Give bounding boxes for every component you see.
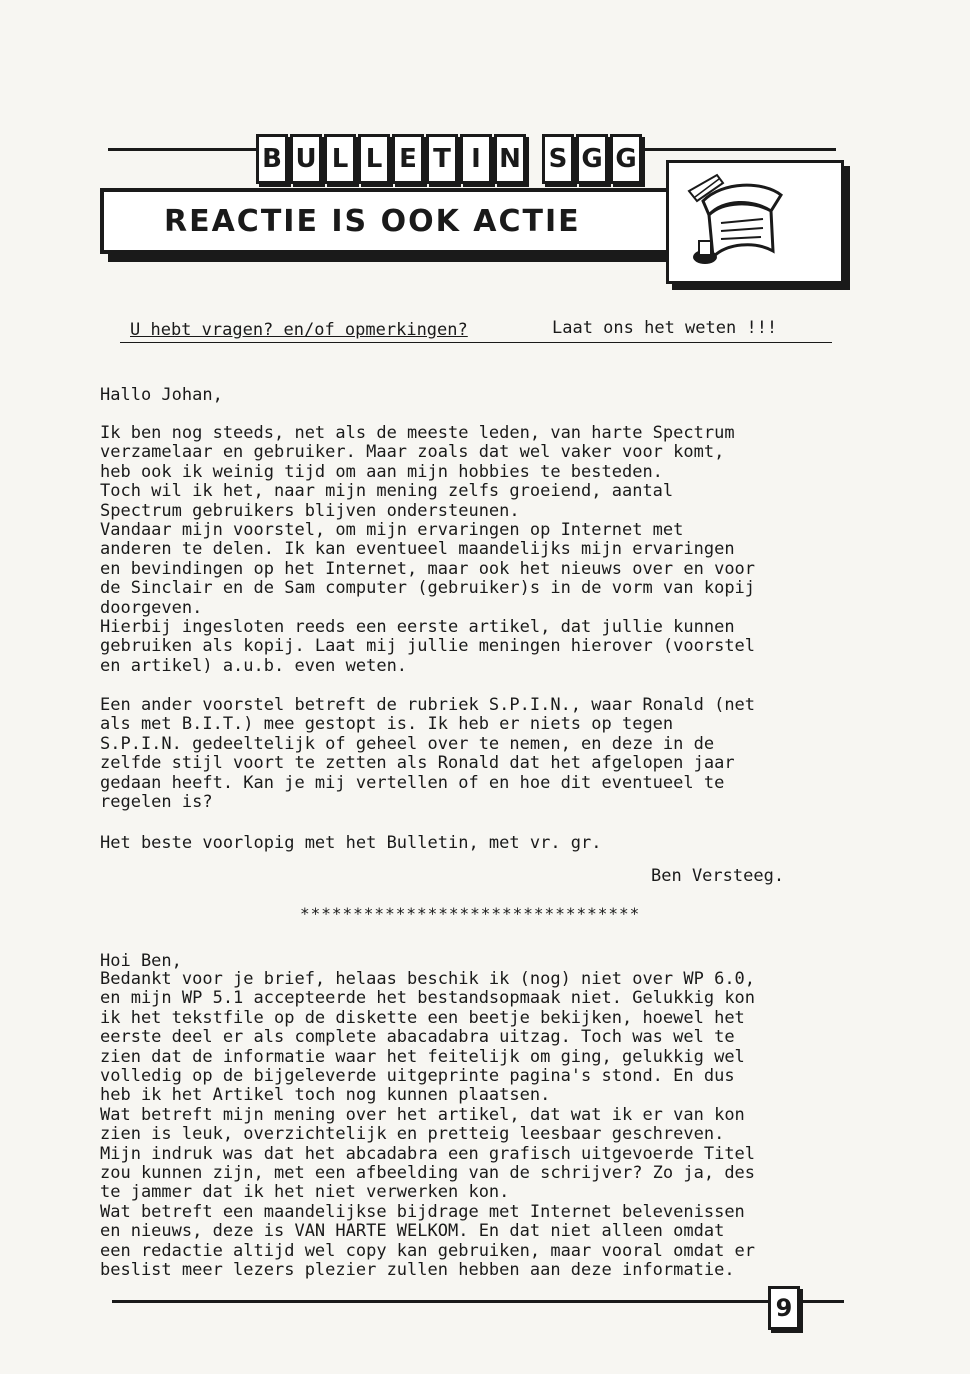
tagline-call: Laat ons het weten !!! bbox=[552, 318, 778, 338]
footer-rule bbox=[112, 1300, 768, 1303]
section-title: REACTIE IS OOK ACTIE bbox=[164, 203, 581, 239]
banner-letter: L bbox=[358, 134, 390, 184]
letter-paragraph: Ik ben nog steeds, net als de meeste leden, van harte Spectrum verzamelaar en gebruiker. Maar zoals dat wel vaker voor komt, heb ook ik weinig tijd om aan mijn hobbies te besteden. Toch wil ik het, naar mijn mening zelfs groeiend, aantal Spectrum gebruikers blijven ondersteunen. Vandaar mijn voorstel, om mijn ervaringen op Internet met anderen te delen. Ik kan eventueel maandelijks mijn ervaringen en bevindingen op het Internet, maar ook het nieuws over en voor de Sinclair en de Sam computer (gebruiker)s in de vorm van kopij doorgeven. Hierbij ingesloten reeds een eerste artikel, dat jullie kunnen gebruiken als kopij. Laat mij jullie meningen hierover (voorstel en artikel) a.u.b. even weten. bbox=[100, 423, 756, 676]
tagline-question: U hebt vragen? en/of opmerkingen? bbox=[130, 320, 468, 340]
section-title-box bbox=[100, 188, 698, 254]
header-rule-left bbox=[108, 148, 256, 151]
banner-letter: G bbox=[576, 134, 608, 184]
banner-letter: U bbox=[290, 134, 322, 184]
banner-letter: N bbox=[494, 134, 526, 184]
letter-paragraph: Een ander voorstel betreft de rubriek S.P.I.N., waar Ronald (net als met B.I.T.) mee gestopt is. Ik heb er niets op tegen S.P.I.N. gedeeltelijk of geheel over te nemen, en deze in de zelfde stijl voort te zetten als Ronald dat het afgelopen jaar gedaan heeft. Kan je mij vertellen of en hoe dit eventueel te regelen is? bbox=[100, 695, 756, 813]
banner-letter: T bbox=[426, 134, 458, 184]
scroll-and-quill-icon bbox=[683, 171, 793, 273]
tagline-rule bbox=[120, 342, 832, 343]
banner-letter: L bbox=[324, 134, 356, 184]
separator: ******************************** bbox=[300, 904, 641, 923]
banner-letter: G bbox=[610, 134, 642, 184]
letter-closing: Het beste voorlopig met het Bulletin, met vr. gr. bbox=[100, 833, 602, 853]
bulletin-sgg-banner bbox=[256, 134, 642, 184]
banner-letter: B bbox=[256, 134, 288, 184]
reply-greeting: Hoi Ben, bbox=[100, 951, 182, 971]
reply-body: Bedankt voor je brief, helaas beschik ik (nog) niet over WP 6.0, en mijn WP 5.1 accepteerde het bestandsopmaak niet. Gelukkig kon ik het tekstfile op de diskette een beetje bekijken, hoewel het eerste deel er als complete abacadabra uitzag. Toch was wel te zien dat de informatie waar het feitelijk om ging, gelukkig wel volledig op de bijgeleverde uitgeprinte pagina's stond. En dus heb ik het Artikel toch nog kunnen plaatsen. Wat betreft mijn mening over het artikel, dat wat ik er van kon zien is leuk, overzichtelijk en pretteig leesbaar geschreven. Mijn indruk was dat het abcadabra een grafisch uitgevoerde Titel zou kunnen zijn, met een afbeelding van de schrijver? Zo ja, des te jammer dat ik het niet verwerken kon. Wat betreft een maandelijkse bijdrage met Internet belevenissen en nieuws, deze is VAN HARTE WELKOM. En dat niet alleen omdat een redactie altijd wel copy kan gebruiken, maar vooral omdat er beslist meer lezers plezier zullen hebben aan deze informatie. bbox=[100, 969, 756, 1281]
banner-letter: I bbox=[460, 134, 492, 184]
banner-letter: S bbox=[542, 134, 574, 184]
illustration-box bbox=[666, 160, 844, 284]
header-rule-right bbox=[640, 148, 836, 151]
banner-letter: E bbox=[392, 134, 424, 184]
footer-rule-right bbox=[800, 1300, 844, 1303]
letter-signature: Ben Versteeg. bbox=[651, 866, 785, 886]
page-number: 9 bbox=[768, 1286, 800, 1330]
letter-greeting: Hallo Johan, bbox=[100, 385, 223, 405]
